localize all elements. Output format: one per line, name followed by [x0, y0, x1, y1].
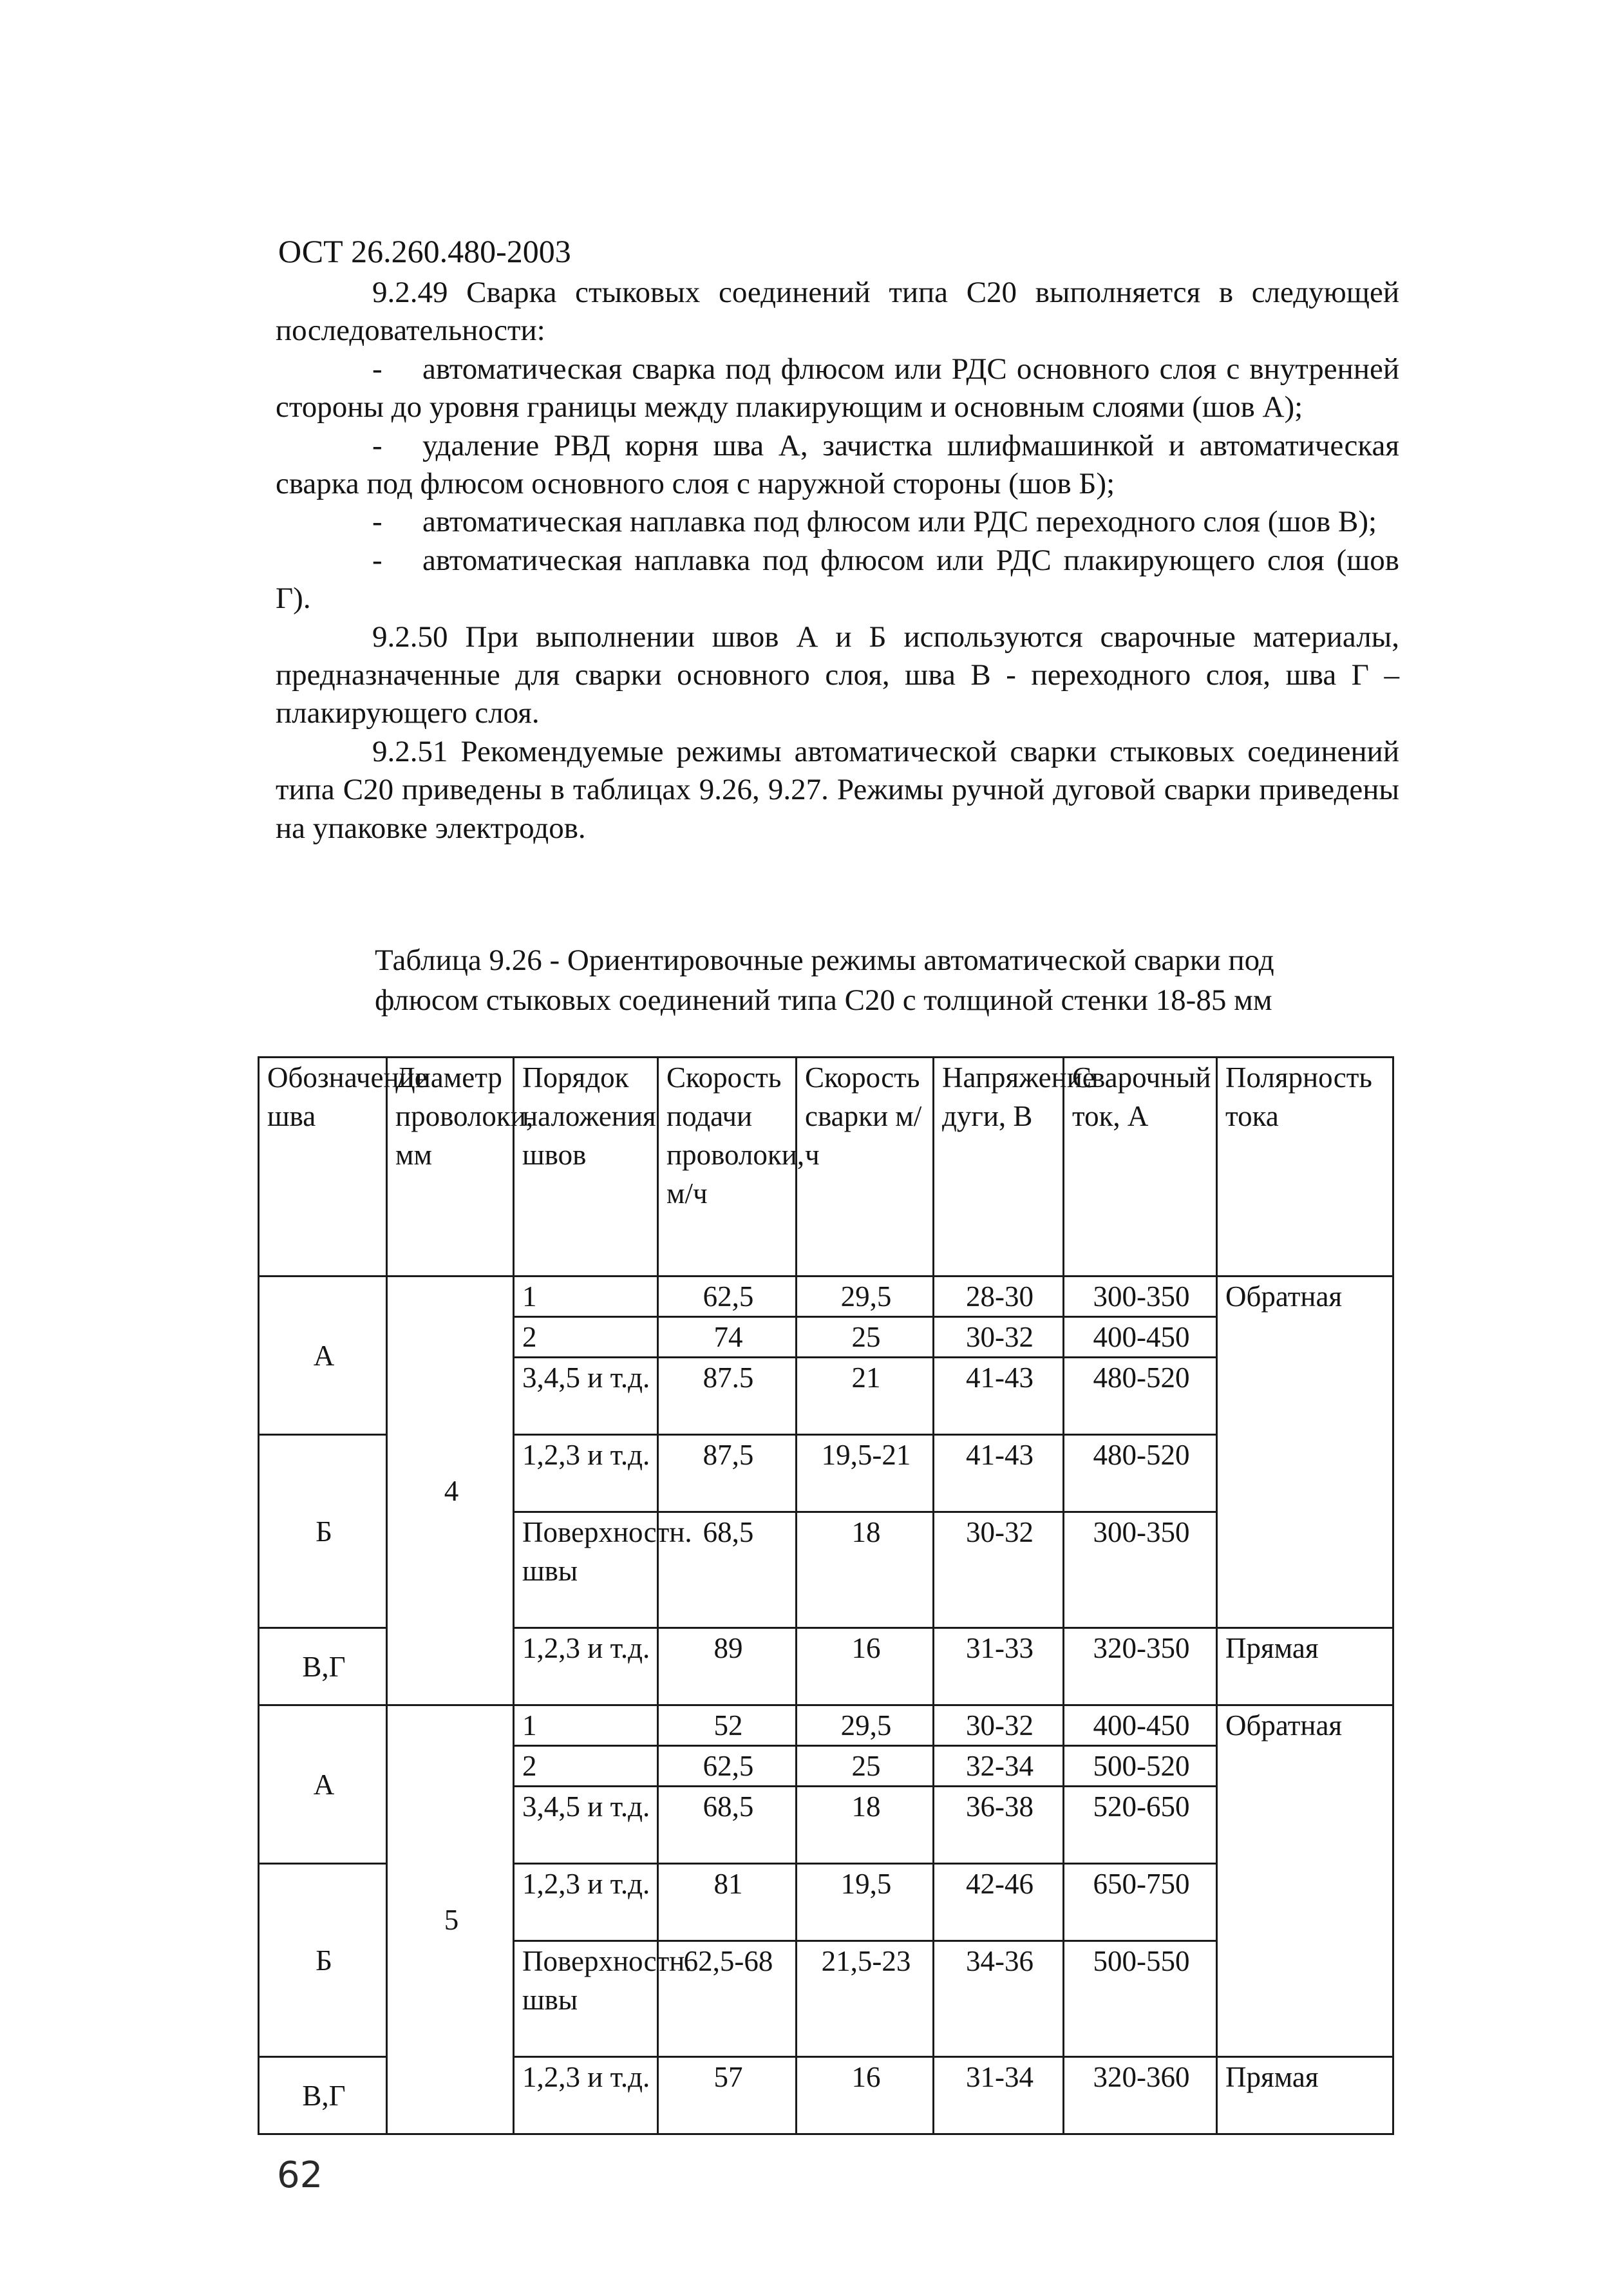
voltage-cell: 41-43: [934, 1358, 1064, 1435]
table-row: [259, 1705, 1393, 1746]
current-cell: 300-350: [1064, 1512, 1217, 1628]
weld-speed-cell: 19,5: [797, 1864, 934, 1941]
current-cell: 520-650: [1064, 1787, 1217, 1864]
polarity-cell: [1217, 1358, 1393, 1435]
current-cell: 400-450: [1064, 1705, 1217, 1746]
bullet-dash: -: [372, 505, 382, 539]
voltage-cell: 41-43: [934, 1435, 1064, 1512]
table-row: [259, 1277, 1393, 1317]
polarity-cell: [1217, 1746, 1393, 1787]
current-cell: 650-750: [1064, 1864, 1217, 1941]
weld-speed-cell: 16: [797, 1628, 934, 1705]
list-item: [276, 542, 1399, 618]
voltage-cell: 30-32: [934, 1705, 1064, 1746]
list-item: [276, 427, 1399, 504]
weld-speed-cell: 21: [797, 1358, 934, 1435]
order-cell: 2: [514, 1746, 658, 1787]
feed-speed-cell: 62,5-68: [658, 1941, 797, 2057]
document-code: ОСТ 26.260.480-2003: [278, 233, 571, 269]
page-number: 62: [277, 2154, 323, 2196]
order-cell: 1: [514, 1277, 658, 1317]
weld-speed-cell: 18: [797, 1787, 934, 1864]
list-item-text: автоматическая сварка под флюсом или РДС основного слоя с внутренней стороны до уровня границы между плакирующим и основным слоями (шов А);: [276, 352, 1399, 424]
order-cell: 1,2,3 и т.д.: [514, 1864, 658, 1941]
seam-cell: А: [259, 1277, 387, 1435]
weld-speed-cell: 25: [797, 1746, 934, 1787]
col-header-order: Порядок наложения швов: [514, 1058, 658, 1277]
feed-speed-cell: 68,5: [658, 1787, 797, 1864]
col-header-feed-speed: Скорость подачи проволоки, м/ч: [658, 1058, 797, 1277]
order-cell: 3,4,5 и т.д.: [514, 1358, 658, 1435]
polarity-cell: [1217, 1317, 1393, 1358]
polarity-cell: [1217, 1941, 1393, 2057]
current-cell: 400-450: [1064, 1317, 1217, 1358]
polarity-cell: Обратная: [1217, 1705, 1393, 1746]
paragraph-9-2-50: 9.2.50 При выполнении швов А и Б используются сварочные материалы, предназначенные для сварки основного слоя, шва В - переходного слоя, шва Г – плакирующего слоя.: [276, 620, 1399, 730]
feed-speed-cell: 87,5: [658, 1435, 797, 1512]
current-cell: 320-360: [1064, 2057, 1217, 2134]
col-header-diameter: Диаметр проволоки, мм: [387, 1058, 514, 1277]
current-cell: 500-520: [1064, 1746, 1217, 1787]
order-cell: Поверхностн. швы: [514, 1941, 658, 2057]
list-item-text: автоматическая наплавка под флюсом или РДС переходного слоя (шов В);: [422, 505, 1377, 539]
polarity-cell: Прямая: [1217, 1628, 1393, 1705]
diameter-cell: 5: [387, 1705, 514, 2134]
table-header-row: [259, 1058, 1393, 1277]
voltage-cell: 31-33: [934, 1628, 1064, 1705]
polarity-cell: [1217, 1864, 1393, 1941]
feed-speed-cell: 62,5: [658, 1746, 797, 1787]
voltage-cell: 30-32: [934, 1317, 1064, 1358]
weld-speed-cell: 19,5-21: [797, 1435, 934, 1512]
order-cell: 1: [514, 1705, 658, 1746]
voltage-cell: 42-46: [934, 1864, 1064, 1941]
feed-speed-cell: 81: [658, 1864, 797, 1941]
voltage-cell: 30-32: [934, 1512, 1064, 1628]
feed-speed-cell: 57: [658, 2057, 797, 2134]
weld-speed-cell: 25: [797, 1317, 934, 1358]
col-header-weld-speed: Скорость сварки м/ч: [797, 1058, 934, 1277]
weld-speed-cell: 16: [797, 2057, 934, 2134]
polarity-cell: [1217, 1435, 1393, 1512]
diameter-cell: 4: [387, 1277, 514, 1705]
order-cell: 2: [514, 1317, 658, 1358]
list-item-text: удаление РВД корня шва А, зачистка шлифмашинкой и автоматическая сварка под флюсом основного слоя с наружной стороны (шов Б);: [276, 428, 1399, 501]
seam-cell: В,Г: [259, 1628, 387, 1705]
order-cell: 1,2,3 и т.д.: [514, 1628, 658, 1705]
seam-cell: В,Г: [259, 2057, 387, 2134]
weld-speed-cell: 29,5: [797, 1277, 934, 1317]
feed-speed-cell: 68,5: [658, 1512, 797, 1628]
current-cell: 480-520: [1064, 1435, 1217, 1512]
polarity-cell: Обратная: [1217, 1277, 1393, 1317]
current-cell: 480-520: [1064, 1358, 1217, 1435]
current-cell: 320-350: [1064, 1628, 1217, 1705]
order-cell: 1,2,3 и т.д.: [514, 2057, 658, 2134]
col-header-seam: Обозначение шва: [259, 1058, 387, 1277]
paragraph-9-2-51: 9.2.51 Рекомендуемые режимы автоматической сварки стыковых соединений типа С20 приведены в таблицах 9.26, 9.27. Режимы ручной дуговой сварки приведены на упаковке электродов.: [276, 734, 1399, 845]
table-caption-line-2: флюсом стыковых соединений типа С20 с толщиной стенки 18-85 мм: [375, 983, 1272, 1017]
weld-speed-cell: 18: [797, 1512, 934, 1628]
feed-speed-cell: 87.5: [658, 1358, 797, 1435]
welding-modes-table: [258, 1056, 1394, 2135]
body-text: [276, 274, 1399, 848]
table-caption: [375, 940, 1418, 1020]
bullet-dash: -: [372, 352, 382, 386]
polarity-cell: [1217, 1512, 1393, 1628]
order-cell: 1,2,3 и т.д.: [514, 1435, 658, 1512]
weld-speed-cell: 21,5-23: [797, 1941, 934, 2057]
table-caption-line-1: Таблица 9.26 - Ориентировочные режимы автоматической сварки под: [375, 944, 1274, 977]
bullet-dash: -: [372, 543, 382, 577]
bullet-dash: -: [372, 428, 382, 462]
col-header-voltage: Напряжение дуги, В: [934, 1058, 1064, 1277]
feed-speed-cell: 62,5: [658, 1277, 797, 1317]
feed-speed-cell: 52: [658, 1705, 797, 1746]
weld-speed-cell: 29,5: [797, 1705, 934, 1746]
feed-speed-cell: 89: [658, 1628, 797, 1705]
seam-cell: А: [259, 1705, 387, 1864]
voltage-cell: 36-38: [934, 1787, 1064, 1864]
voltage-cell: 32-34: [934, 1746, 1064, 1787]
feed-speed-cell: 74: [658, 1317, 797, 1358]
polarity-cell: [1217, 1787, 1393, 1864]
voltage-cell: 31-34: [934, 2057, 1064, 2134]
list-item-text: автоматическая наплавка под флюсом или РДС плакирующего слоя (шов Г).: [276, 543, 1399, 616]
polarity-cell: Прямая: [1217, 2057, 1393, 2134]
current-cell: 300-350: [1064, 1277, 1217, 1317]
voltage-cell: 34-36: [934, 1941, 1064, 2057]
col-header-polarity: Полярность тока: [1217, 1058, 1393, 1277]
seam-cell: Б: [259, 1864, 387, 2057]
list-item: [276, 503, 1399, 541]
col-header-current: Сварочный ток, А: [1064, 1058, 1217, 1277]
list-item: [276, 350, 1399, 427]
voltage-cell: 28-30: [934, 1277, 1064, 1317]
order-cell: 3,4,5 и т.д.: [514, 1787, 658, 1864]
current-cell: 500-550: [1064, 1941, 1217, 2057]
seam-cell: Б: [259, 1435, 387, 1628]
paragraph-9-2-49: 9.2.49 Сварка стыковых соединений типа С20 выполняется в следующей последовательности:: [276, 276, 1399, 348]
order-cell: Поверхностн. швы: [514, 1512, 658, 1628]
